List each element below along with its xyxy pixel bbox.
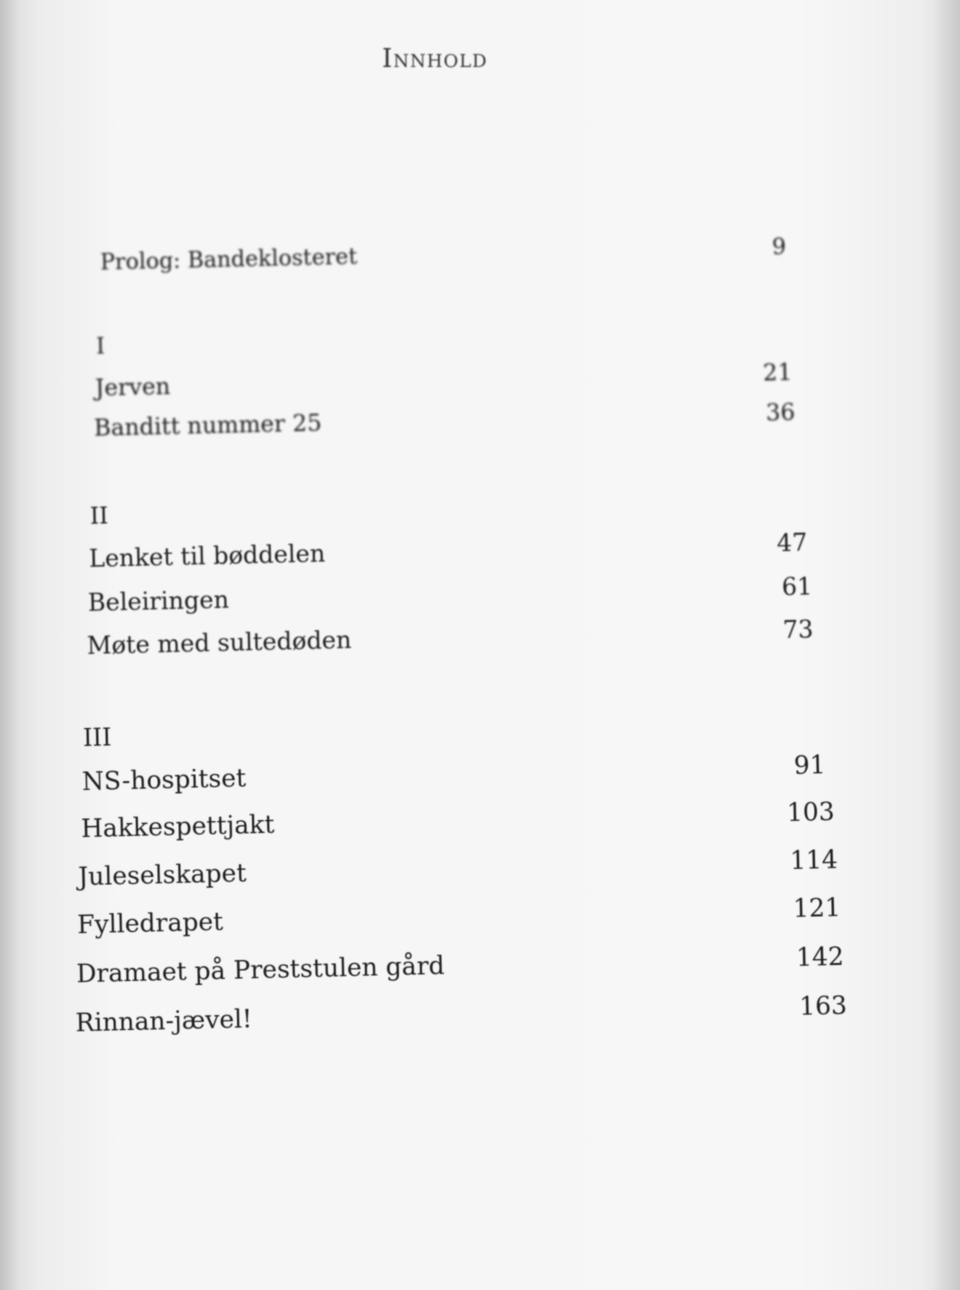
toc-entry-page: 121 — [792, 892, 842, 923]
toc-entry-page: 142 — [795, 941, 845, 972]
toc-entry-page: 103 — [786, 797, 835, 828]
toc-entry-page: 163 — [798, 990, 848, 1021]
toc-entry-title: Rinnan-jævel! — [75, 1004, 253, 1038]
part-heading: III — [82, 723, 112, 753]
toc-entry-title: Jerven — [94, 373, 171, 402]
toc-entry-page: 73 — [782, 615, 814, 645]
toc-entry-title: Dramaet på Preststulen gård — [76, 950, 445, 989]
toc-entry-title: Juleselskapet — [77, 858, 247, 892]
toc-entry-page: 36 — [765, 399, 796, 427]
toc-entry-title: Hakkespettjakt — [80, 809, 275, 844]
toc-entry-page: 21 — [762, 359, 793, 387]
toc-entry-title: Beleiringen — [87, 585, 230, 617]
toc-entry-page: 47 — [776, 528, 808, 558]
toc-entry-page: 9 — [771, 234, 787, 261]
page-title: Innhold — [382, 44, 488, 74]
toc-entry-title: Banditt nummer 25 — [93, 410, 322, 442]
toc-entry-title: NS-hospitset — [81, 763, 247, 797]
toc-entry-page: 91 — [793, 750, 826, 780]
toc-entry-title: Møte med sultedøden — [86, 625, 352, 660]
toc-entry-page: 61 — [781, 572, 813, 602]
toc-entry-title: Prolog: Bandeklosteret — [99, 244, 358, 276]
toc-entry-page: 114 — [789, 844, 839, 876]
toc-entry-title: Fylledrapet — [76, 906, 224, 940]
part-heading: I — [95, 334, 106, 360]
part-heading: II — [89, 503, 109, 530]
toc-entry-title: Lenket til bøddelen — [88, 539, 326, 573]
